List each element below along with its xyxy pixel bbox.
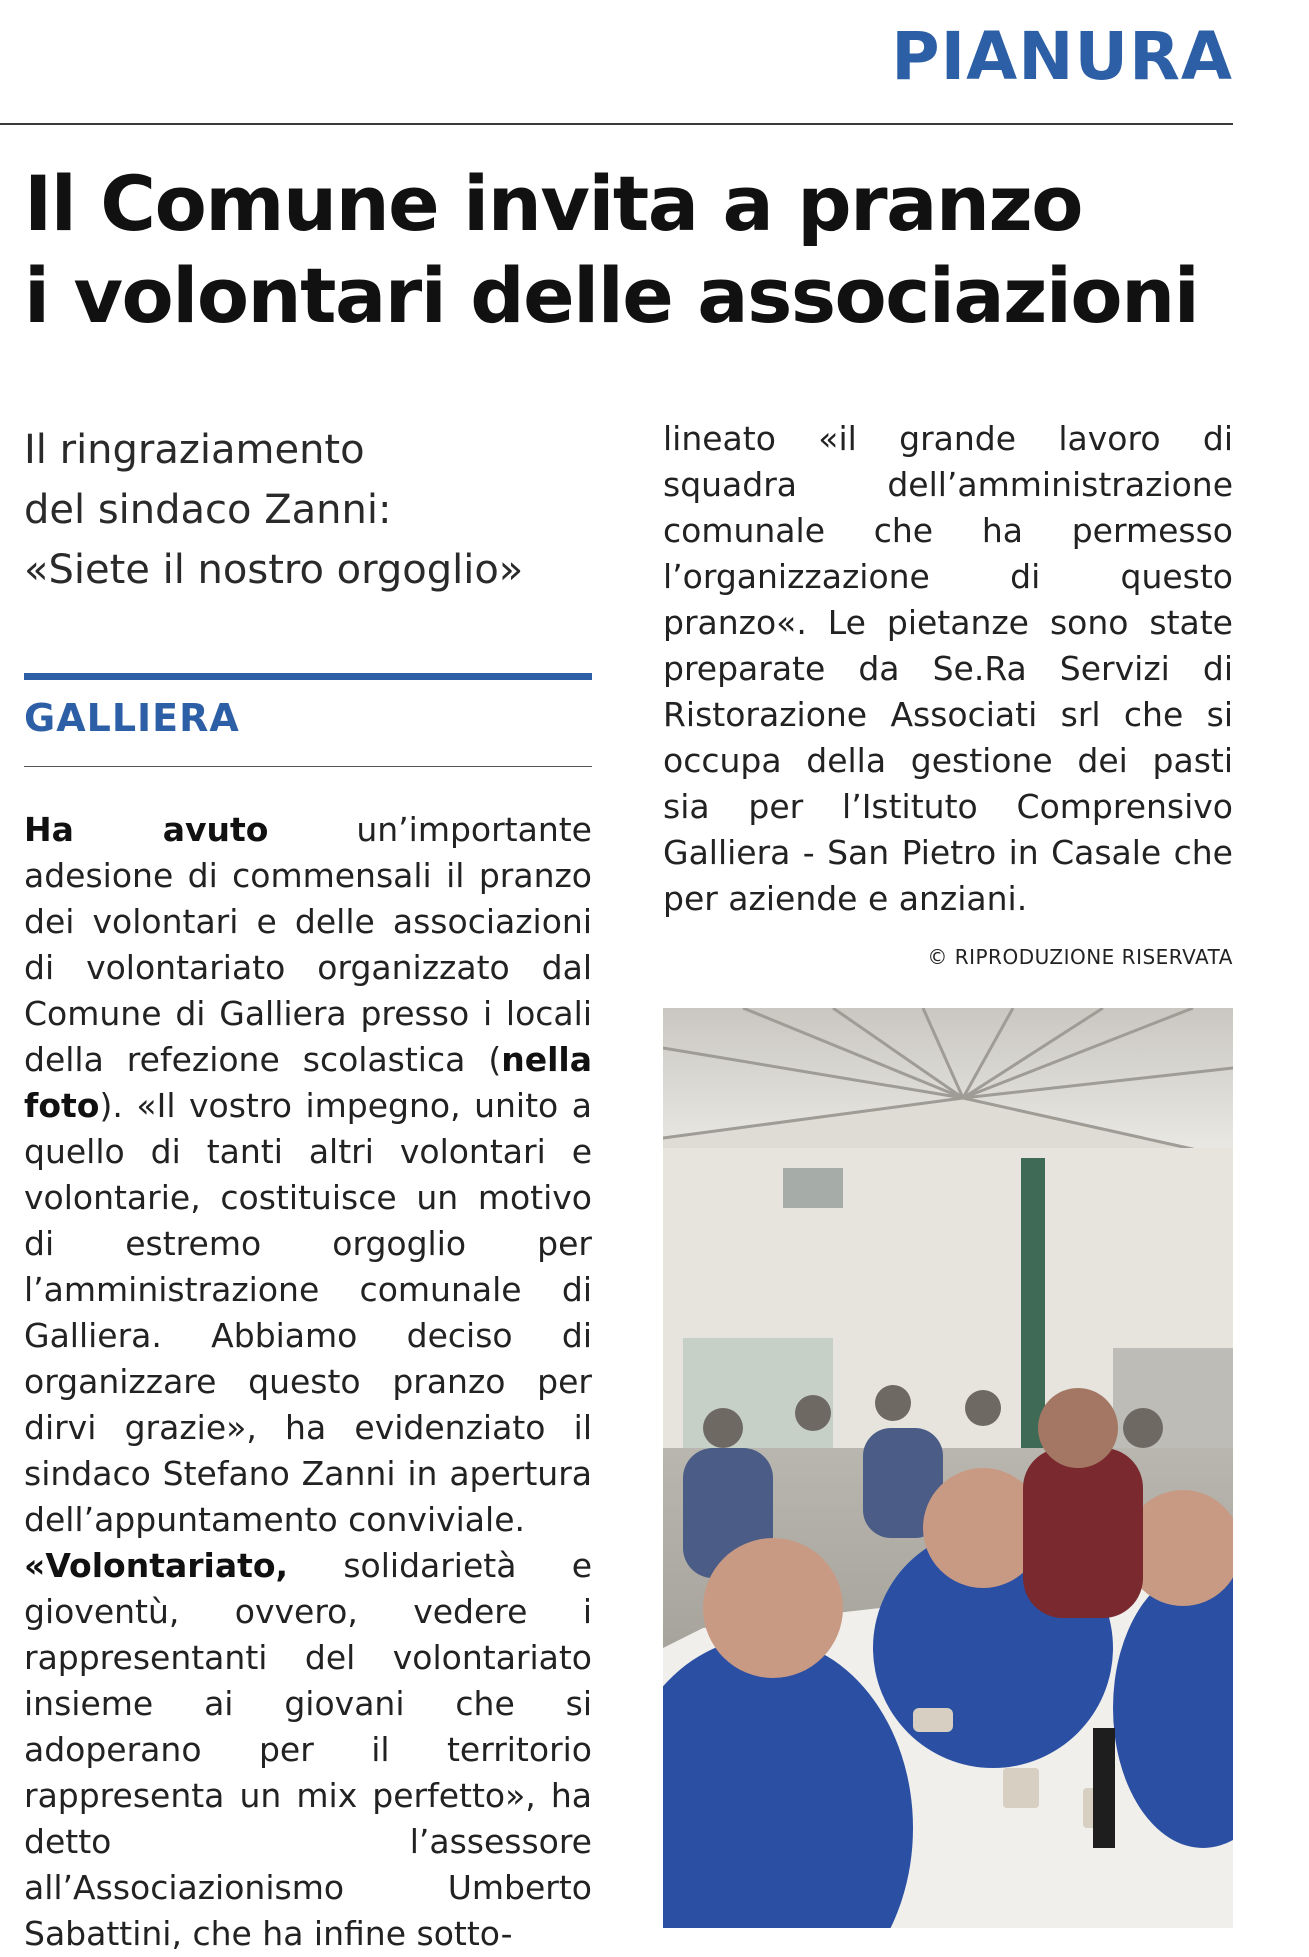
section-title: PIANURA — [891, 18, 1233, 95]
photo-reference: nella foto — [24, 1040, 592, 1125]
subtitle-line-1: Il ringraziamento — [24, 427, 365, 473]
headline-line-2: i volontari delle associazioni — [24, 251, 1199, 340]
location-label: GALLIERA — [24, 696, 240, 740]
lead-in: Ha avuto — [24, 810, 269, 849]
paragraph-2: «Volontariato, solidarietà e gioventù, ovvero, vedere i rappresentanti del volontariato insieme ai giovani che si adoperano per il territorio rappresenta un mix perfetto», ha detto l’assessore all’Associazionismo Umberto Sabattini, che ha infine sotto- — [24, 1546, 592, 1953]
copyright-notice: © RIPRODUZIONE RISERVATA — [927, 945, 1233, 969]
article-photo — [663, 1008, 1233, 1928]
lunch-photo-illustration — [663, 1008, 1233, 1928]
article-column-right — [663, 416, 1233, 922]
subtitle — [24, 420, 594, 600]
location-rule — [24, 673, 592, 680]
article-column-left — [24, 807, 592, 1957]
paragraph-1: Ha avuto un’importante adesione di commensali il pranzo dei volontari e delle associazioni di volontariato organizzato dal Comune di Galliera presso i locali della refezione scolastica (nella foto). «Il vostro impegno, unito a quello di tanti altri volontari e volontarie, costituisce un motivo di estremo orgoglio per l’amministrazione comunale di Galliera. Abbiamo deciso di organizzare questo pranzo per dirvi grazie», ha evidenziato il sindaco Stefano Zanni in apertura dell’appuntamento conviviale. — [24, 810, 592, 1539]
location-divider — [24, 766, 592, 767]
headline-line-1: Il Comune invita a pranzo — [24, 159, 1082, 248]
subtitle-line-2: del sindaco Zanni: — [24, 487, 392, 533]
subtitle-line-3: «Siete il nostro orgoglio» — [24, 547, 524, 593]
paragraph-3: lineato «il grande lavoro di squadra dell’amministrazione comunale che ha permesso l’organizzazione di questo pranzo«. Le pietanze sono state preparate da Se.Ra Servizi di Ristorazione Associati srl che si occupa della gestione dei pasti sia per l’Istituto Comprensivo Galliera - San Pietro in Casale che per aziende e anziani. — [663, 419, 1233, 918]
lead-in-2: «Volontariato, — [24, 1546, 289, 1585]
header-divider — [0, 123, 1233, 125]
headline — [24, 158, 1244, 342]
